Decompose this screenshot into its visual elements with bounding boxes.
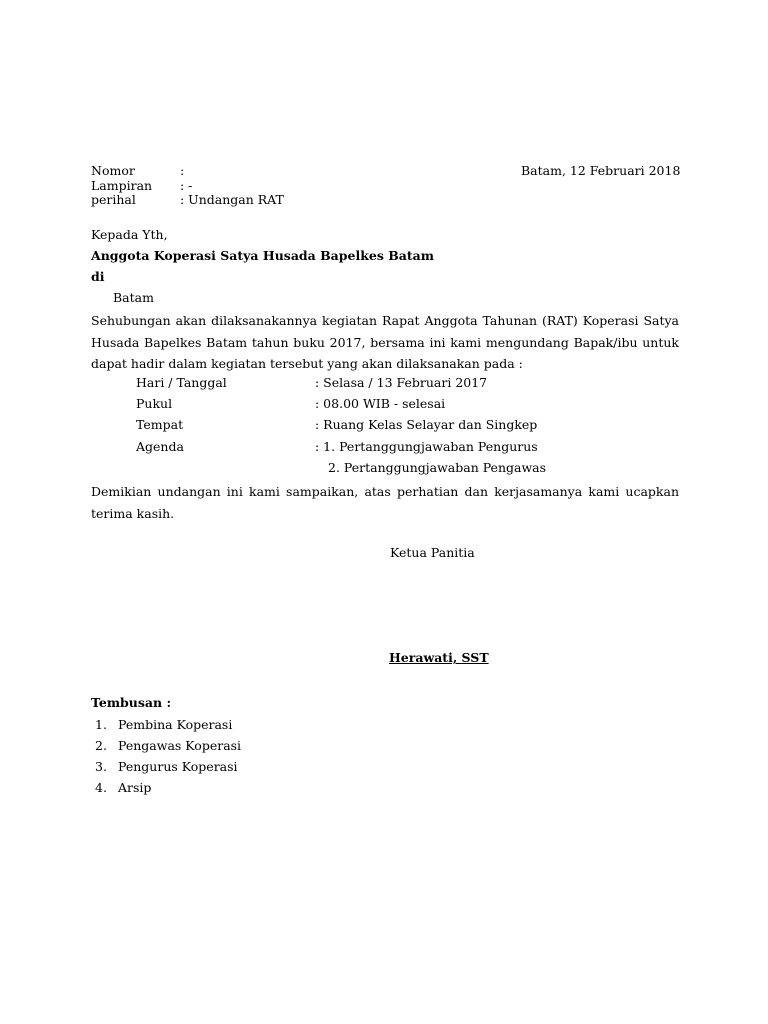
detail-value-place: : Ruang Kelas Selayar dan Singkep xyxy=(315,417,538,432)
closing-paragraph: Demikian undangan ini kami sampaikan, atas perhatian dan kerjasamanya kami ucapkan terima kasih. xyxy=(91,484,679,521)
recipient-di: di xyxy=(91,269,105,284)
cc-heading: Tembusan : xyxy=(91,695,172,710)
signature-name: Herawati, SST xyxy=(389,650,489,665)
detail-label-time: Pukul xyxy=(136,396,173,411)
detail-label-agenda: Agenda xyxy=(136,439,184,454)
signature-title: Ketua Panitia xyxy=(390,545,475,560)
agenda-item-2: 2. Pertanggungjawaban Pengawas xyxy=(328,460,547,475)
cc-item-number: 1. xyxy=(95,717,107,732)
nomor-value: : xyxy=(180,163,185,178)
lampiran-value: : - xyxy=(180,178,193,193)
place-date: Batam, 12 Februari 2018 xyxy=(521,163,681,178)
nomor-label: Nomor xyxy=(91,163,135,178)
cc-item-text: Pengawas Koperasi xyxy=(118,738,242,753)
recipient-name: Anggota Koperasi Satya Husada Bapelkes Batam xyxy=(91,248,434,263)
cc-item-text: Pembina Koperasi xyxy=(118,717,233,732)
detail-value-agenda: : 1. Pertanggungjawaban Pengurus xyxy=(315,439,538,454)
cc-item-text: Pengurus Koperasi xyxy=(118,759,238,774)
detail-label-date: Hari / Tanggal xyxy=(136,375,227,390)
intro-paragraph: Sehubungan akan dilaksanakannya kegiatan Rapat Anggota Tahunan (RAT) Koperasi Satya Husada Bapelkes Batam tahun buku 2017, bersama ini kami mengundang Bapak/ibu untuk dapat hadir dalam kegiatan tersebut yang akan dilaksanakan pada : xyxy=(91,313,679,371)
greeting: Kepada Yth, xyxy=(91,227,168,242)
cc-item-text: Arsip xyxy=(118,780,152,795)
recipient-city: Batam xyxy=(113,290,154,305)
cc-item-number: 2. xyxy=(95,738,107,753)
detail-label-place: Tempat xyxy=(136,417,184,432)
detail-value-time: : 08.00 WIB - selesai xyxy=(315,396,446,411)
perihal-label: perihal xyxy=(91,192,136,207)
detail-value-date: : Selasa / 13 Februari 2017 xyxy=(315,375,488,390)
perihal-value: : Undangan RAT xyxy=(180,192,284,207)
cc-item-number: 4. xyxy=(95,780,107,795)
lampiran-label: Lampiran xyxy=(91,178,153,193)
cc-item-number: 3. xyxy=(95,759,107,774)
